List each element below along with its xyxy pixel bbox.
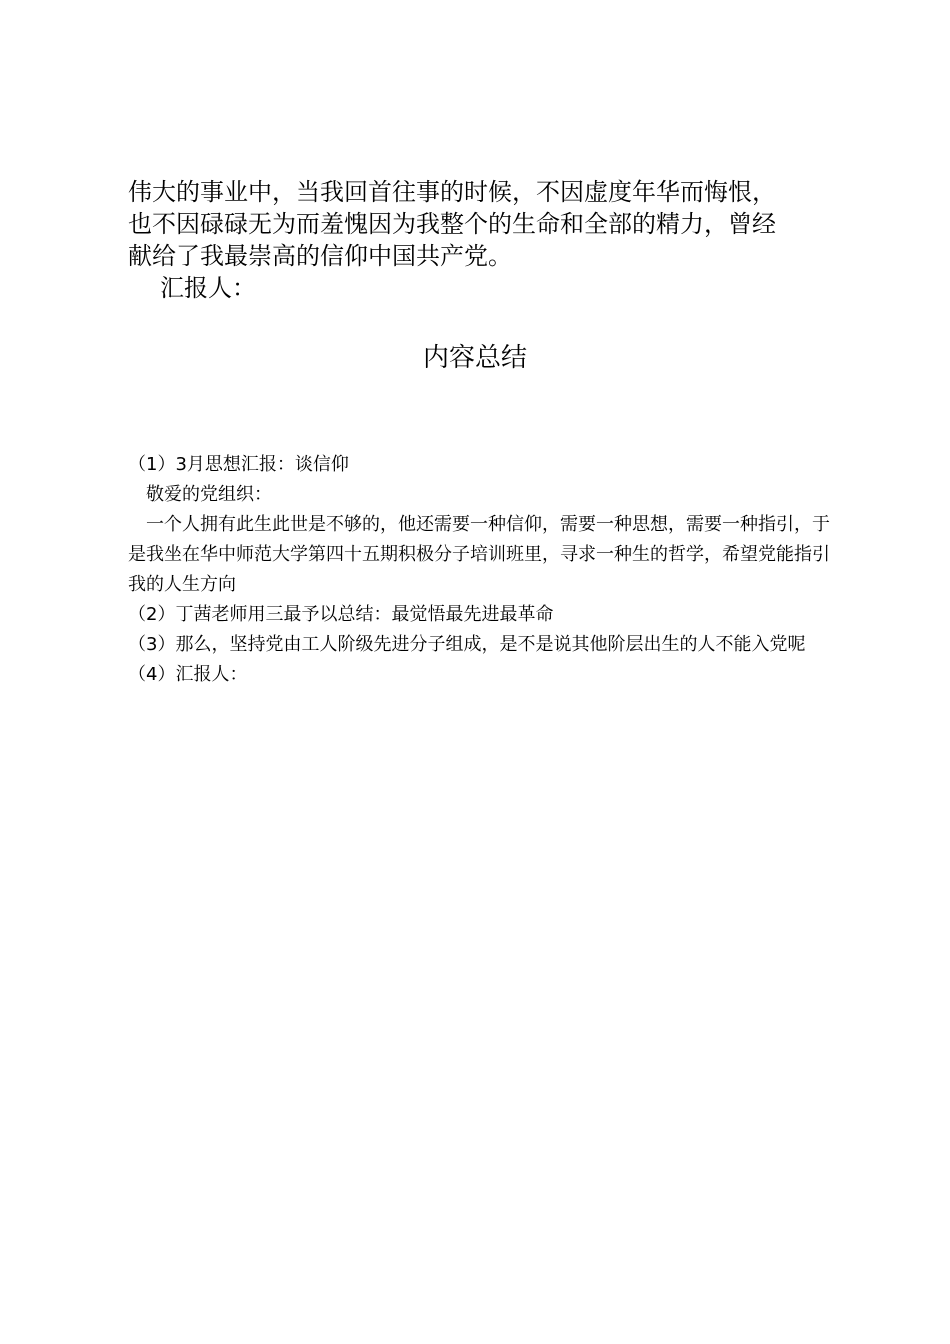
- summary-body: 一个人拥有此生此世是不够的，他还需要一种信仰，需要一种思想，需要一种指引，于是我坐在华中师范大学第四十五期积极分子培训班里，寻求一种生的哲学，希望党能指引我的人生方向: [128, 514, 830, 595]
- summary-item-2: （2）丁茜老师用三最予以总结：最觉悟最先进最革命: [128, 604, 554, 625]
- summary-item-4: （4）汇报人：: [128, 664, 248, 685]
- closing-line-3: 献给了我最崇高的信仰中国共产党。: [128, 242, 512, 270]
- closing-paragraph: [128, 176, 828, 304]
- summary-item-3: （3）那么，坚持党由工人阶级先进分子组成，是不是说其他阶层出生的人不能入党呢: [128, 634, 806, 655]
- reporter-label: 汇报人：: [160, 274, 256, 302]
- summary-title: 内容总结: [422, 343, 527, 373]
- summary-item-1: （1）3月思想汇报：谈信仰: [128, 454, 349, 475]
- summary-salutation: 敬爱的党组织：: [146, 484, 272, 505]
- closing-line-2: 也不因碌碌无为而羞愧因为我整个的生命和全部的精力，曾经: [128, 210, 776, 238]
- summary-section: [128, 450, 838, 690]
- closing-line-1: 伟大的事业中，当我回首往事的时候，不因虚度年华而悔恨，: [128, 178, 776, 206]
